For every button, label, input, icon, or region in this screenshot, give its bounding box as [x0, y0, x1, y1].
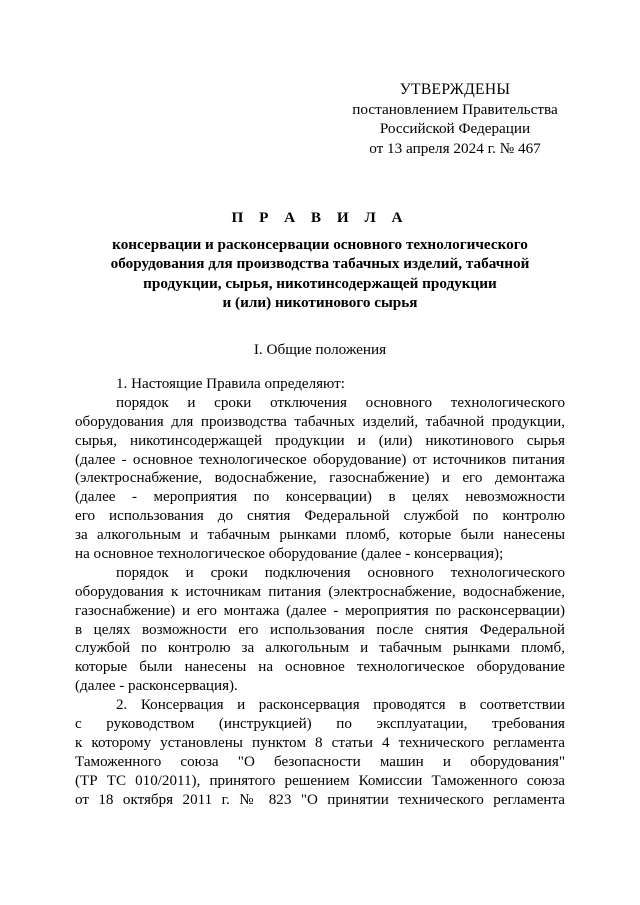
body-line: (далее - основное технологическое оборудование) от источников питания — [75, 451, 565, 468]
document-subtitle — [80, 235, 560, 312]
body-line: службой по контролю за алкогольным и табачным рынками пломб, — [75, 640, 565, 657]
body-line: порядок и сроки отключения основного технологического — [116, 394, 565, 411]
body-line: (ТР ТС 010/2011), принятого решением Комиссии Таможенного союза — [75, 772, 565, 789]
body-line: за алкогольным и табачным рынками пломб, которые были нанесены — [75, 527, 565, 544]
body-line: Таможенного союза "О безопасности машин и оборудования" — [75, 753, 565, 770]
body-line: на основное технологическое оборудование (далее - консервация); — [75, 546, 504, 563]
body-line: сырья, никотинсодержащей продукции и (или) никотинового сырья — [75, 432, 565, 449]
body-line: газоснабжение) и его монтажа (далее - мероприятия по расконсервации) — [75, 602, 565, 619]
section-heading: I. Общие положения — [253, 341, 387, 358]
document-title: П Р А В И Л А — [231, 209, 409, 226]
approval-block — [320, 80, 590, 158]
approval-line: от 13 апреля 2024 г. № 467 — [369, 139, 541, 157]
approval-heading: УТВЕРЖДЕНЫ — [399, 81, 511, 98]
body-line: оборудования к источникам питания (электроснабжение, водоснабжение, — [75, 583, 565, 600]
subtitle-line: и (или) никотинового сырья — [222, 293, 418, 311]
body-line: с руководством (инструкцией) по эксплуатации, требования — [75, 716, 565, 733]
body-line: 2. Консервация и расконсервация проводятся в соответствии — [116, 697, 565, 714]
subtitle-line: продукции, сырья, никотинсодержащей продукции — [143, 274, 497, 292]
body-line: к которому установлены пунктом 8 статьи 4 технического регламента — [75, 734, 565, 751]
body-line: (электроснабжение, водоснабжение, газоснабжение) и его демонтажа — [75, 470, 565, 487]
body-text — [75, 375, 565, 809]
body-line: 1. Настоящие Правила определяют: — [116, 376, 345, 392]
body-line: от 18 октября 2011 г. № 823 "О принятии технического регламента — [75, 791, 565, 808]
body-line: в целях возможности его использования после снятия Федеральной — [75, 621, 565, 638]
body-line: его использования до снятия Федеральной службой по контролю — [75, 508, 565, 525]
body-line: (далее - мероприятия по консервации) в целях невозможности — [75, 489, 565, 506]
approval-line: Российской Федерации — [379, 120, 531, 137]
body-line: которые были нанесены на основное технологическое оборудование — [75, 659, 565, 676]
subtitle-line: консервации и расконсервации основного технологического — [112, 236, 528, 253]
body-line: оборудования для производства табачных изделий, табачной продукции, — [75, 413, 565, 430]
subtitle-line: оборудования для производства табачных изделий, табачной — [110, 255, 530, 273]
body-line: порядок и сроки подключения основного технологического — [116, 564, 565, 581]
approval-line: постановлением Правительства — [352, 100, 558, 118]
body-line: (далее - расконсервация). — [75, 678, 238, 695]
